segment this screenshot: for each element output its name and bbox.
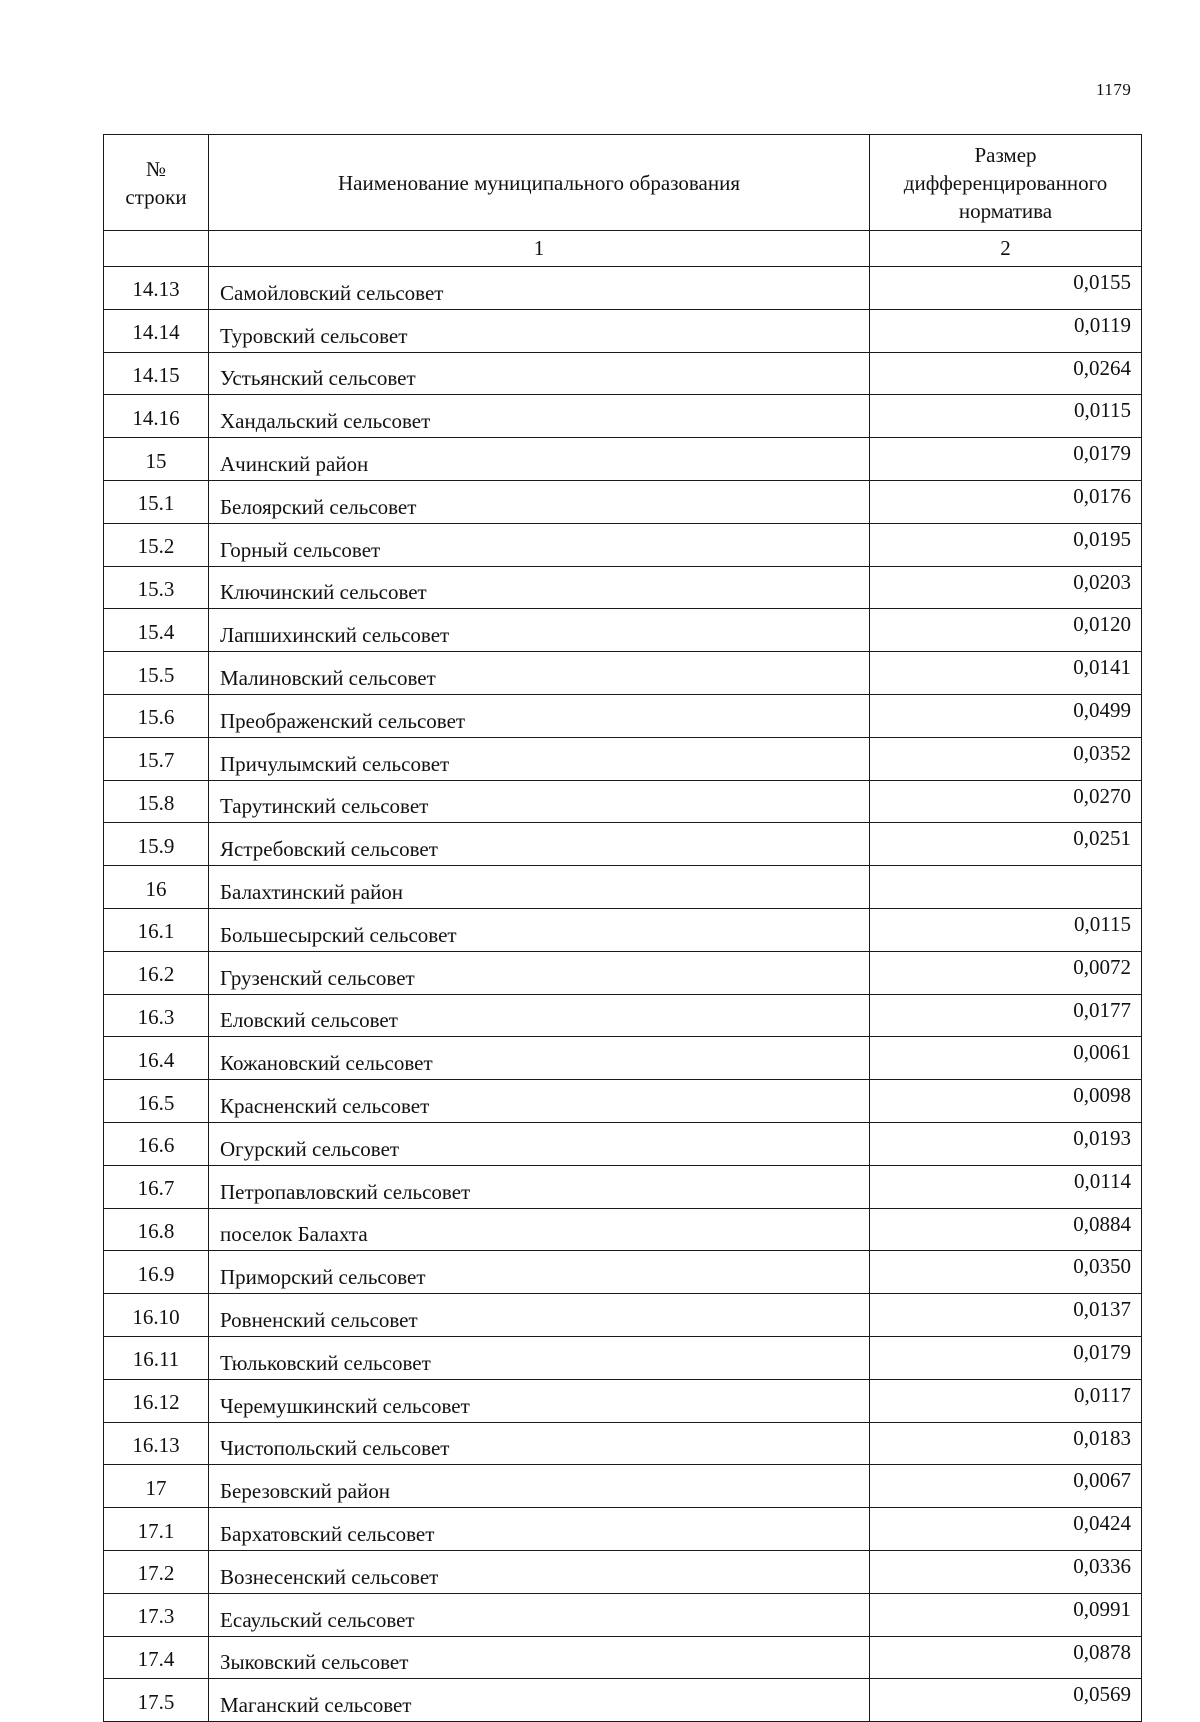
municipality-name-cell: Бархатовский сельсовет [209,1508,870,1551]
normative-value-cell: 0,0179 [870,438,1142,481]
row-number-cell: 16.10 [104,1294,209,1337]
row-number-cell: 16.13 [104,1422,209,1465]
normative-value-cell: 0,0193 [870,1122,1142,1165]
normative-value-cell: 0,0203 [870,566,1142,609]
municipality-name-cell: Туровский сельсовет [209,309,870,352]
normative-value-cell: 0,0424 [870,1508,1142,1551]
table-row [104,395,1142,438]
normative-value-cell: 0,0120 [870,609,1142,652]
municipality-name-cell: Березовский район [209,1465,870,1508]
municipality-name-cell: Вознесенский сельсовет [209,1550,870,1593]
normative-value-cell: 0,0177 [870,994,1142,1037]
row-number-cell: 15.1 [104,480,209,523]
table-row [104,1550,1142,1593]
row-number-cell: 14.15 [104,352,209,395]
normative-value-cell: 0,0179 [870,1336,1142,1379]
normative-table [103,134,1142,1722]
page-number: 1179 [1096,80,1132,99]
row-number-cell: 15 [104,438,209,481]
municipality-name-cell: Петропавловский сельсовет [209,1165,870,1208]
municipality-name-cell: Кожановский сельсовет [209,1037,870,1080]
municipality-name-cell: Тарутинский сельсовет [209,780,870,823]
row-number-cell: 17 [104,1465,209,1508]
table-row [104,652,1142,695]
table-row [104,1422,1142,1465]
municipality-name-cell: Преображенский сельсовет [209,694,870,737]
table-row [104,780,1142,823]
row-number-cell: 16.9 [104,1251,209,1294]
column-index-row [104,231,1142,267]
row-number-cell: 15.9 [104,823,209,866]
municipality-name-cell: Лапшихинский сельсовет [209,609,870,652]
column-index-empty [104,231,209,267]
row-number-cell: 16.5 [104,1080,209,1123]
municipality-name-cell: Чистопольский сельсовет [209,1422,870,1465]
municipality-name-cell: Огурский сельсовет [209,1122,870,1165]
normative-value-cell: 0,0251 [870,823,1142,866]
table-row [104,866,1142,909]
header-value [870,135,1142,231]
table-row [104,566,1142,609]
table-row [104,1508,1142,1551]
municipality-name-cell: Зыковский сельсовет [209,1636,870,1679]
normative-value-cell: 0,0991 [870,1593,1142,1636]
normative-value-cell: 0,0141 [870,652,1142,695]
municipality-name-cell: Большесырский сельсовет [209,908,870,951]
table-row [104,309,1142,352]
table-row [104,1593,1142,1636]
table-row [104,523,1142,566]
row-number-cell: 16.11 [104,1336,209,1379]
row-number-cell: 16.1 [104,908,209,951]
municipality-name-cell: Горный сельсовет [209,523,870,566]
municipality-name-cell: Белоярский сельсовет [209,480,870,523]
row-number-cell: 15.7 [104,737,209,780]
row-number-cell: 16.12 [104,1379,209,1422]
municipality-name-cell: Малиновский сельсовет [209,652,870,695]
municipality-name-cell: Ястребовский сельсовет [209,823,870,866]
normative-value-cell: 0,0115 [870,395,1142,438]
row-number-cell: 16.3 [104,994,209,1037]
municipality-name-cell: Балахтинский район [209,866,870,909]
row-number-cell: 15.3 [104,566,209,609]
row-number-cell: 15.2 [104,523,209,566]
normative-value-cell: 0,0195 [870,523,1142,566]
table-row [104,1465,1142,1508]
normative-value-cell: 0,0119 [870,309,1142,352]
normative-value-cell: 0,0067 [870,1465,1142,1508]
table-row [104,438,1142,481]
municipality-name-cell: поселок Балахта [209,1208,870,1251]
normative-value-cell: 0,0352 [870,737,1142,780]
table-row [104,1379,1142,1422]
table-body [104,267,1142,1722]
municipality-name-cell: Ачинский район [209,438,870,481]
normative-value-cell: 0,0499 [870,694,1142,737]
municipality-name-cell: Ключинский сельсовет [209,566,870,609]
row-number-cell: 17.2 [104,1550,209,1593]
table-row [104,823,1142,866]
header-row-number-label: № строки [125,156,187,209]
normative-value-cell: 0,0878 [870,1636,1142,1679]
table-row [104,267,1142,310]
normative-value-cell: 0,0137 [870,1294,1142,1337]
municipality-name-cell: Черемушкинский сельсовет [209,1379,870,1422]
row-number-cell: 17.3 [104,1593,209,1636]
row-number-cell: 15.6 [104,694,209,737]
normative-value-cell: 0,0155 [870,267,1142,310]
normative-value-cell: 0,0183 [870,1422,1142,1465]
municipality-name-cell: Грузенский сельсовет [209,951,870,994]
row-number-cell: 14.13 [104,267,209,310]
normative-value-cell: 0,0569 [870,1679,1142,1722]
table-row [104,908,1142,951]
header-value-label: Размер дифференцированного норматива [903,142,1108,223]
row-number-cell: 16.6 [104,1122,209,1165]
row-number-cell: 16.2 [104,951,209,994]
table-row [104,737,1142,780]
normative-value-cell: 0,0072 [870,951,1142,994]
municipality-name-cell: Хандальский сельсовет [209,395,870,438]
municipality-name-cell: Устьянский сельсовет [209,352,870,395]
normative-value-cell: 0,0264 [870,352,1142,395]
header-row-number [104,135,209,231]
normative-value-cell: 0,0098 [870,1080,1142,1123]
row-number-cell: 17.1 [104,1508,209,1551]
row-number-cell: 15.4 [104,609,209,652]
header-name [209,135,870,231]
row-number-cell: 16.8 [104,1208,209,1251]
row-number-cell: 14.14 [104,309,209,352]
table-row [104,1294,1142,1337]
header-name-label: Наименование муниципального образования [338,170,740,195]
normative-value-cell: 0,0270 [870,780,1142,823]
row-number-cell: 16 [104,866,209,909]
table-row [104,1080,1142,1123]
normative-value-cell: 0,0117 [870,1379,1142,1422]
table-row [104,1251,1142,1294]
municipality-name-cell: Еловский сельсовет [209,994,870,1037]
municipality-name-cell: Приморский сельсовет [209,1251,870,1294]
table-row [104,994,1142,1037]
normative-value-cell: 0,0115 [870,908,1142,951]
row-number-cell: 17.5 [104,1679,209,1722]
normative-value-cell: 0,0176 [870,480,1142,523]
normative-value-cell: 0,0884 [870,1208,1142,1251]
normative-value-cell: 0,0336 [870,1550,1142,1593]
row-number-cell: 15.5 [104,652,209,695]
table-header-row [104,135,1142,231]
table-row [104,480,1142,523]
municipality-name-cell: Есаульский сельсовет [209,1593,870,1636]
row-number-cell: 16.7 [104,1165,209,1208]
municipality-name-cell: Тюльковский сельсовет [209,1336,870,1379]
normative-value-cell: 0,0061 [870,1037,1142,1080]
row-number-cell: 14.16 [104,395,209,438]
normative-value-cell [870,866,1142,909]
table-row [104,694,1142,737]
table-row [104,1336,1142,1379]
column-index-2: 2 [870,231,1142,267]
table-row [104,1208,1142,1251]
column-index-1: 1 [209,231,870,267]
row-number-cell: 16.4 [104,1037,209,1080]
normative-value-cell: 0,0350 [870,1251,1142,1294]
table-row [104,1122,1142,1165]
municipality-name-cell: Ровненский сельсовет [209,1294,870,1337]
table-row [104,1165,1142,1208]
table-row [104,1679,1142,1722]
table-row [104,951,1142,994]
table-row [104,1037,1142,1080]
normative-value-cell: 0,0114 [870,1165,1142,1208]
row-number-cell: 17.4 [104,1636,209,1679]
municipality-name-cell: Красненский сельсовет [209,1080,870,1123]
municipality-name-cell: Самойловский сельсовет [209,267,870,310]
municipality-name-cell: Маганский сельсовет [209,1679,870,1722]
table-row [104,609,1142,652]
table-row [104,352,1142,395]
municipality-name-cell: Причулымский сельсовет [209,737,870,780]
row-number-cell: 15.8 [104,780,209,823]
table-row [104,1636,1142,1679]
